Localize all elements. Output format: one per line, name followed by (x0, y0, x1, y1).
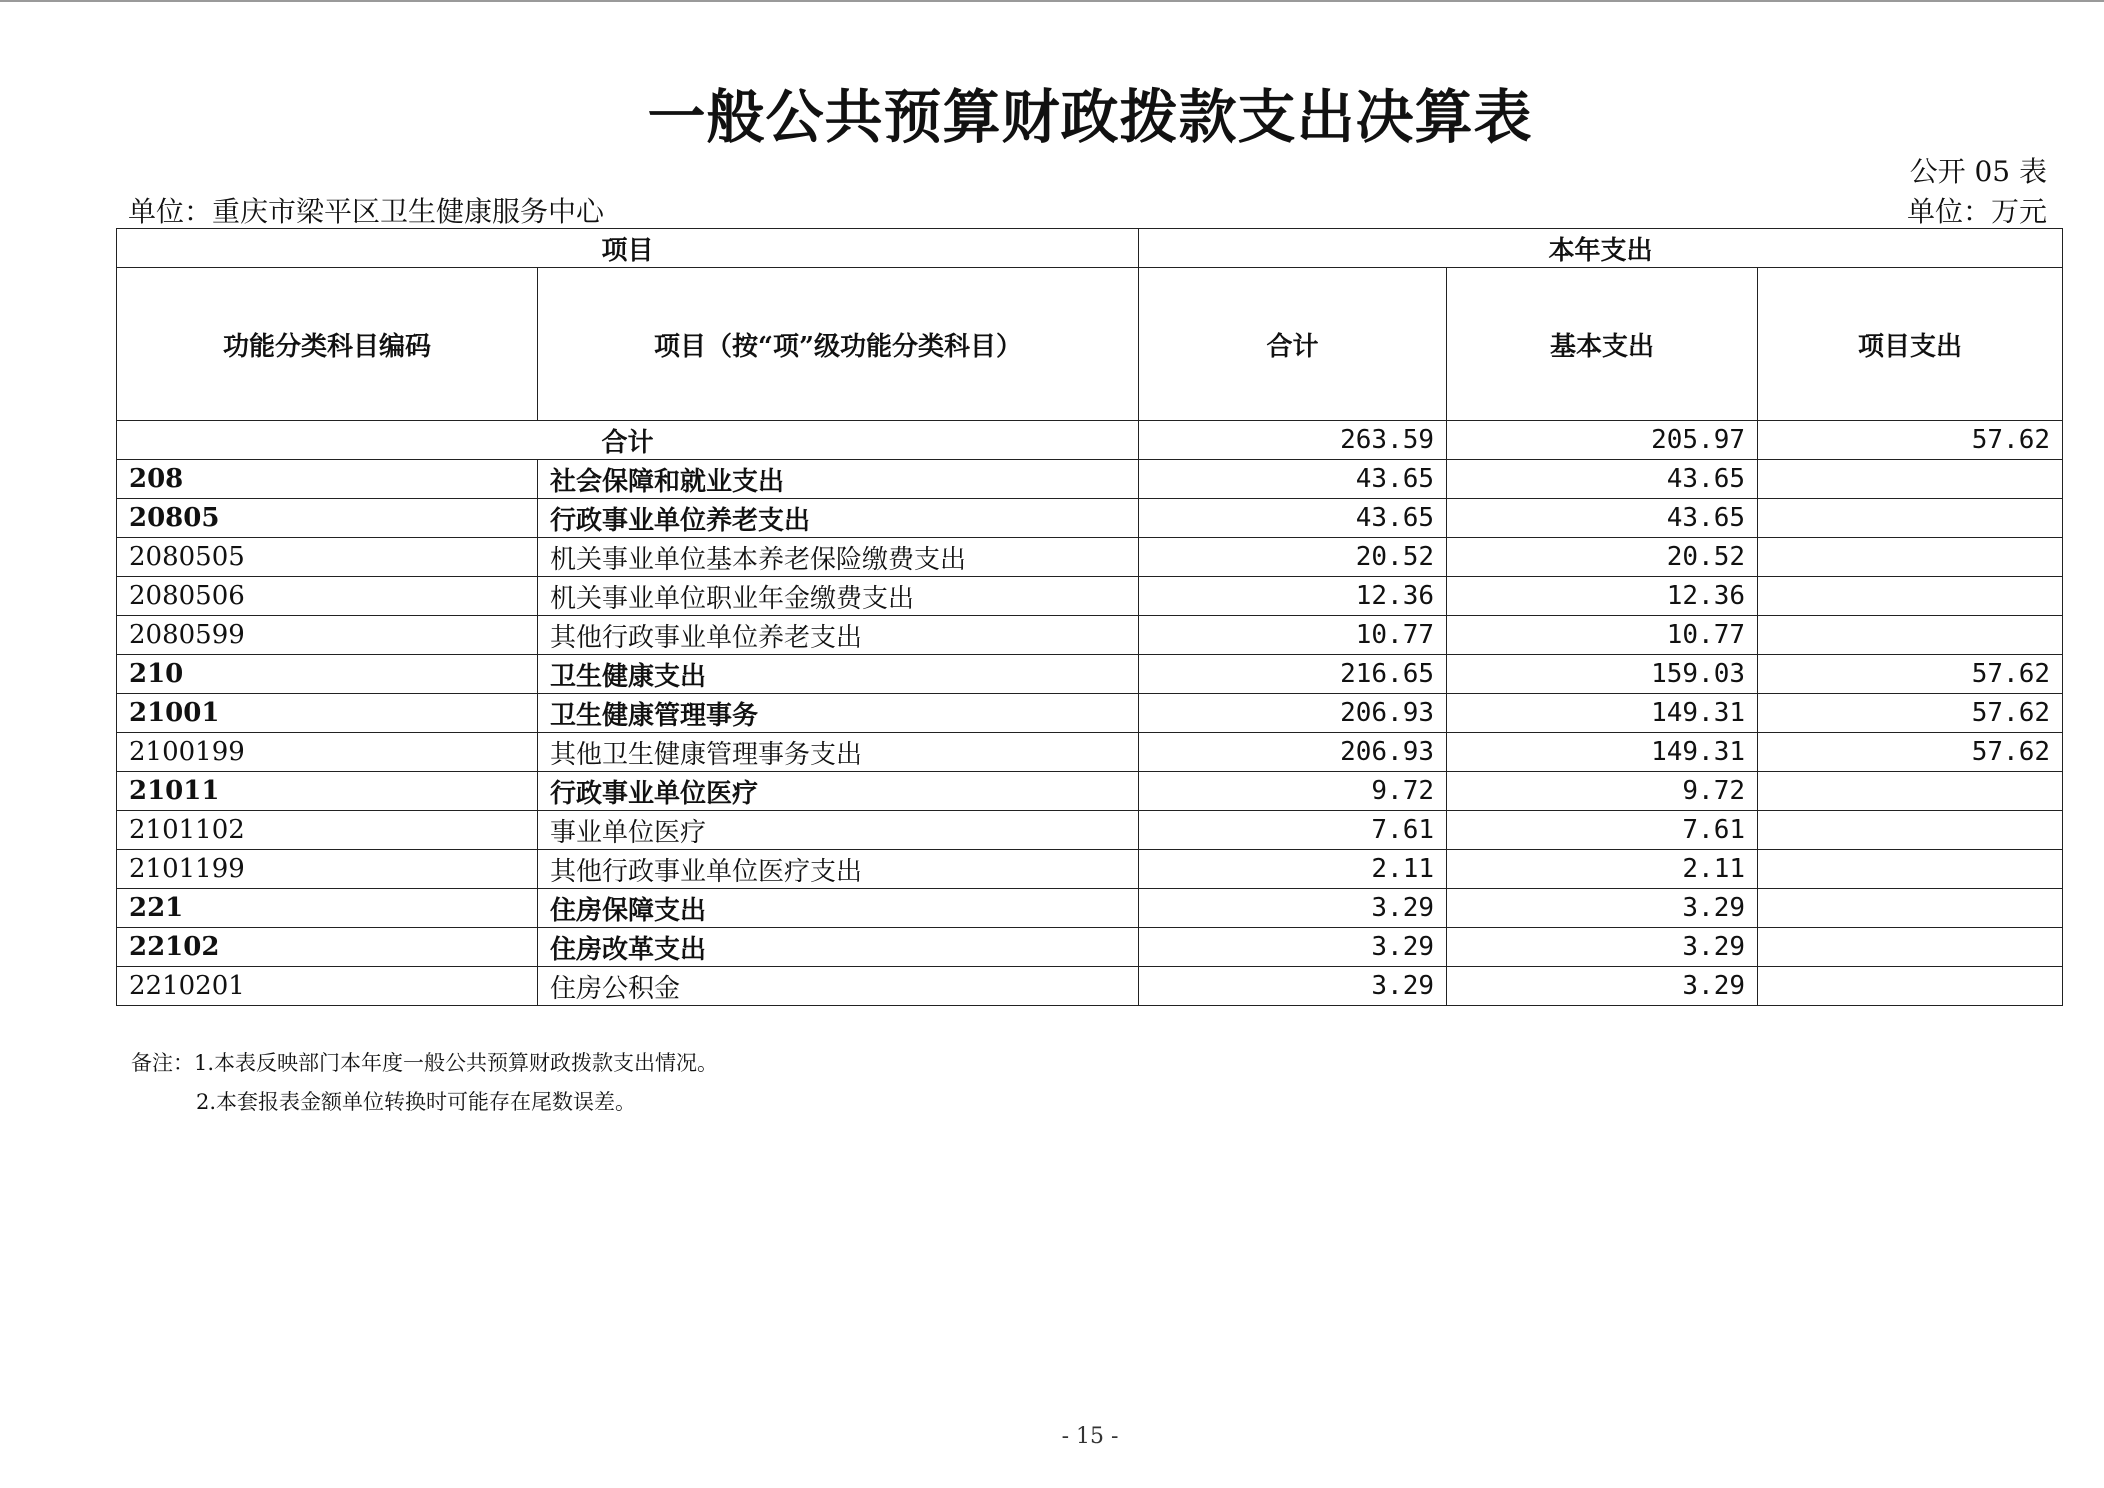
row-basic: 3.29 (1447, 928, 1758, 967)
row-name: 卫生健康支出 (538, 655, 1139, 694)
row-name: 其他行政事业单位养老支出 (538, 616, 1139, 655)
row-code: 20805 (117, 499, 538, 538)
table-row (117, 928, 2063, 967)
row-code: 210 (117, 655, 538, 694)
notes (131, 1044, 718, 1122)
row-project: 57.62 (1758, 694, 2063, 733)
row-name: 行政事业单位养老支出 (538, 499, 1139, 538)
row-total: 43.65 (1139, 460, 1447, 499)
row-basic: 3.29 (1447, 967, 1758, 1006)
header-total: 合计 (1139, 268, 1447, 421)
row-name: 住房保障支出 (538, 889, 1139, 928)
row-code: 2080599 (117, 616, 538, 655)
row-code: 21001 (117, 694, 538, 733)
row-basic: 12.36 (1447, 577, 1758, 616)
note-1: 备注：1.本表反映部门本年度一般公共预算财政拨款支出情况。 (131, 1051, 719, 1075)
row-basic: 43.65 (1447, 460, 1758, 499)
row-basic: 2.11 (1447, 850, 1758, 889)
row-total: 206.93 (1139, 733, 1447, 772)
row-total: 206.93 (1139, 694, 1447, 733)
row-total: 3.29 (1139, 967, 1447, 1006)
header-code: 功能分类科目编码 (117, 268, 538, 421)
row-project (1758, 772, 2063, 811)
row-total: 3.29 (1139, 889, 1447, 928)
row-project (1758, 811, 2063, 850)
form-number: 公开 05 表 (1909, 155, 2047, 188)
row-basic: 9.72 (1447, 772, 1758, 811)
row-code: 2101102 (117, 811, 538, 850)
table-row (117, 655, 2063, 694)
row-basic: 149.31 (1447, 694, 1758, 733)
table-row (117, 616, 2063, 655)
header-basic: 基本支出 (1447, 268, 1758, 421)
row-total: 9.72 (1139, 772, 1447, 811)
header-row-groups (117, 229, 2063, 268)
table-row (117, 499, 2063, 538)
row-name: 机关事业单位基本养老保险缴费支出 (538, 538, 1139, 577)
row-project (1758, 616, 2063, 655)
row-basic: 149.31 (1447, 733, 1758, 772)
row-project (1758, 460, 2063, 499)
row-project (1758, 577, 2063, 616)
header-row-columns (117, 268, 2063, 421)
table-row (117, 460, 2063, 499)
row-code: 22102 (117, 928, 538, 967)
row-name: 住房改革支出 (538, 928, 1139, 967)
row-basic: 7.61 (1447, 811, 1758, 850)
row-project: 57.62 (1758, 655, 2063, 694)
row-name: 社会保障和就业支出 (538, 460, 1139, 499)
row-code: 2210201 (117, 967, 538, 1006)
table-row (117, 850, 2063, 889)
row-code: 2100199 (117, 733, 538, 772)
row-total: 12.36 (1139, 577, 1447, 616)
table-row (117, 772, 2063, 811)
row-name: 住房公积金 (538, 967, 1139, 1006)
row-project (1758, 928, 2063, 967)
row-code: 221 (117, 889, 538, 928)
header-project-group: 项目 (117, 229, 1139, 268)
document-title: 一般公共预算财政拨款支出决算表 (647, 83, 1533, 151)
total-project: 57.62 (1758, 421, 2063, 460)
row-code: 21011 (117, 772, 538, 811)
row-project (1758, 850, 2063, 889)
row-total: 216.65 (1139, 655, 1447, 694)
row-project: 57.62 (1758, 733, 2063, 772)
row-code: 2101199 (117, 850, 538, 889)
unit-organization: 单位：重庆市梁平区卫生健康服务中心 (128, 195, 605, 228)
row-basic: 3.29 (1447, 889, 1758, 928)
table-row (117, 694, 2063, 733)
table-row (117, 889, 2063, 928)
row-total: 10.77 (1139, 616, 1447, 655)
row-total: 20.52 (1139, 538, 1447, 577)
row-name: 其他卫生健康管理事务支出 (538, 733, 1139, 772)
row-code: 2080505 (117, 538, 538, 577)
row-total: 7.61 (1139, 811, 1447, 850)
row-name: 卫生健康管理事务 (538, 694, 1139, 733)
table-row (117, 577, 2063, 616)
row-project (1758, 967, 2063, 1006)
note-2: 2.本套报表金额单位转换时可能存在尾数误差。 (196, 1090, 637, 1114)
row-total: 43.65 (1139, 499, 1447, 538)
table-row (117, 538, 2063, 577)
total-sum: 263.59 (1139, 421, 1447, 460)
header-name: 项目（按“项”级功能分类科目） (538, 268, 1139, 421)
row-total: 3.29 (1139, 928, 1447, 967)
row-basic: 43.65 (1447, 499, 1758, 538)
row-total: 2.11 (1139, 850, 1447, 889)
row-project (1758, 889, 2063, 928)
row-code: 2080506 (117, 577, 538, 616)
row-project (1758, 499, 2063, 538)
row-name: 机关事业单位职业年金缴费支出 (538, 577, 1139, 616)
unit-currency: 单位：万元 (1906, 195, 2047, 228)
row-code: 208 (117, 460, 538, 499)
row-name: 事业单位医疗 (538, 811, 1139, 850)
total-row (117, 421, 2063, 460)
top-border-line (0, 0, 2104, 2)
header-project: 项目支出 (1758, 268, 2063, 421)
row-basic: 10.77 (1447, 616, 1758, 655)
row-basic: 159.03 (1447, 655, 1758, 694)
row-name: 其他行政事业单位医疗支出 (538, 850, 1139, 889)
row-project (1758, 538, 2063, 577)
table-row (117, 967, 2063, 1006)
expenditure-table (116, 228, 2063, 1006)
header-expense-group: 本年支出 (1139, 229, 2063, 268)
table-row (117, 733, 2063, 772)
total-basic: 205.97 (1447, 421, 1758, 460)
row-basic: 20.52 (1447, 538, 1758, 577)
page-number: - 15 - (1061, 1424, 1119, 1449)
total-label: 合计 (117, 421, 1139, 460)
table-row (117, 811, 2063, 850)
row-name: 行政事业单位医疗 (538, 772, 1139, 811)
